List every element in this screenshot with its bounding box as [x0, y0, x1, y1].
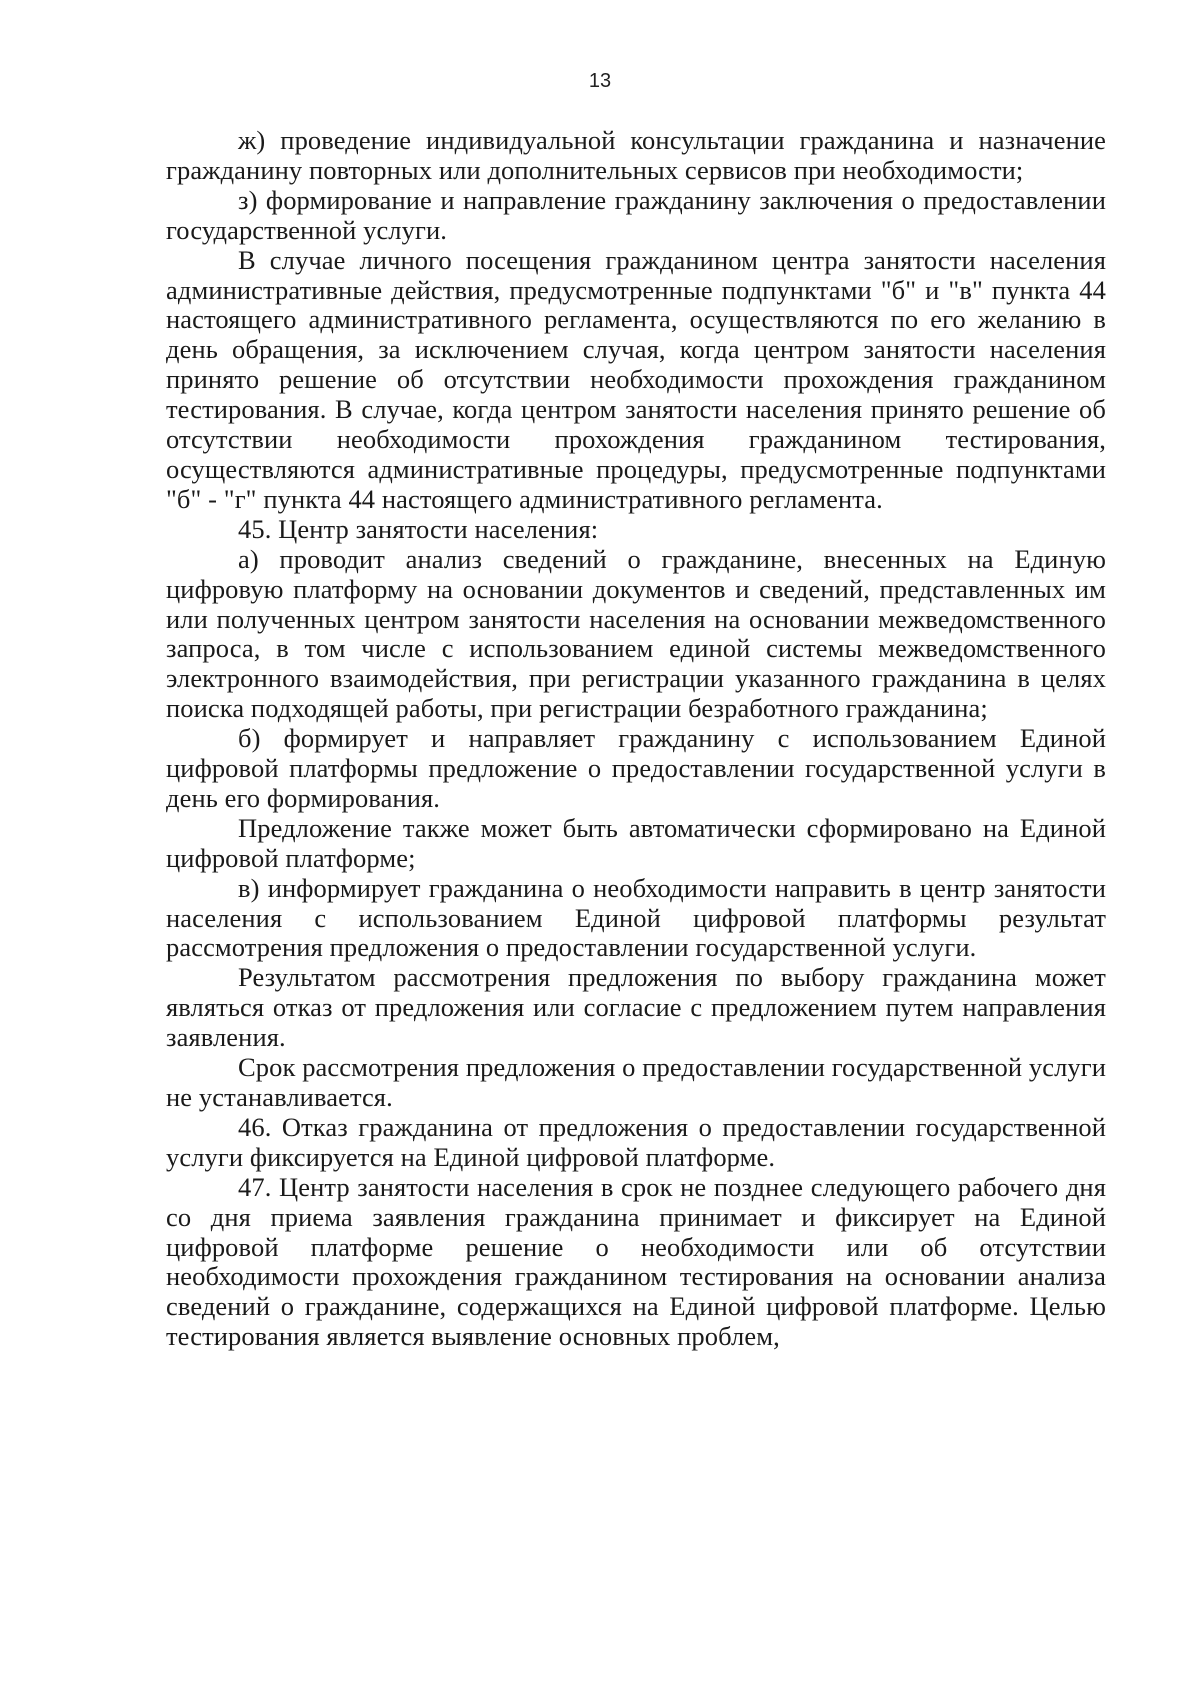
paragraph-46: 46. Отказ гражданина от предложения о предоставлении государственной услуги фиксируется на Единой цифровой платформе.	[166, 1111, 1106, 1172]
paragraph-47: 47. Центр занятости населения в срок не позднее следующего рабочего дня со дня приема заявления гражданина принимает и фиксирует на Единой цифровой платформе решение о необходимости или об отсутствии необходимости прохождения гражданином тестирования на основании анализа сведений о гражданине, содержащихся на Единой цифровой платформе. Целью тестирования является выявление основных проблем,	[166, 1171, 1106, 1352]
paragraph-z: з) формирование и направление гражданину заключения о предоставлении государственной услуги.	[166, 184, 1106, 245]
paragraph-personal-visit: В случае личного посещения гражданином центра занятости населения административные действия, предусмотренные подпунктами "б" и "в" пункта 44 настоящего административного регламента, осуществляются по его желанию в день обращения, за исключением случая, когда центром занятости населения принято решение об отсутствии необходимости прохождения гражданином тестирования. В случае, когда центром занятости населения принято решение об отсутствии необходимости прохождения гражданином тестирования, осуществляются административные процедуры, предусмотренные подпунктами "б" - "г" пункта 44 настоящего административного регламента.	[166, 244, 1106, 514]
paragraph-45-v: в) информирует гражданина о необходимости направить в центр занятости населения с использованием Единой цифровой платформы результат рассмотрения предложения о предоставлении государственной услуги.	[166, 872, 1106, 963]
paragraph-review-term: Срок рассмотрения предложения о предоставлении государственной услуги не устанавливается.	[166, 1052, 1106, 1112]
paragraph-45-a: а) проводит анализ сведений о гражданине, внесенных на Единую цифровую платформу на основании документов и сведений, представленных им или полученных центром занятости населения на основании межведомственного запроса, в том числе с использованием единой системы межведомственного электронного взаимодействия, при регистрации указанного гражданина в целях поиска подходящей работы, при регистрации безработного гражданина;	[166, 543, 1106, 724]
paragraph-offer-auto: Предложение также может быть автоматически сформировано на Единой цифровой платформе;	[166, 812, 1106, 873]
paragraph-45: 45. Центр занятости населения:	[238, 513, 599, 544]
paragraph-45-b: б) формирует и направляет гражданину с использованием Единой цифровой платформы предложение о предоставлении государственной услуги в день его формирования.	[166, 723, 1106, 813]
paragraph-review-result: Результатом рассмотрения предложения по выбору гражданина может являться отказ от предложения или согласие с предложением путем направления заявления.	[166, 962, 1106, 1053]
page-number: 13	[588, 70, 612, 92]
document-body	[166, 126, 1106, 1352]
paragraph-zh: ж) проведение индивидуальной консультации гражданина и назначение гражданину повторных или дополнительных сервисов при необходимости;	[166, 125, 1106, 185]
